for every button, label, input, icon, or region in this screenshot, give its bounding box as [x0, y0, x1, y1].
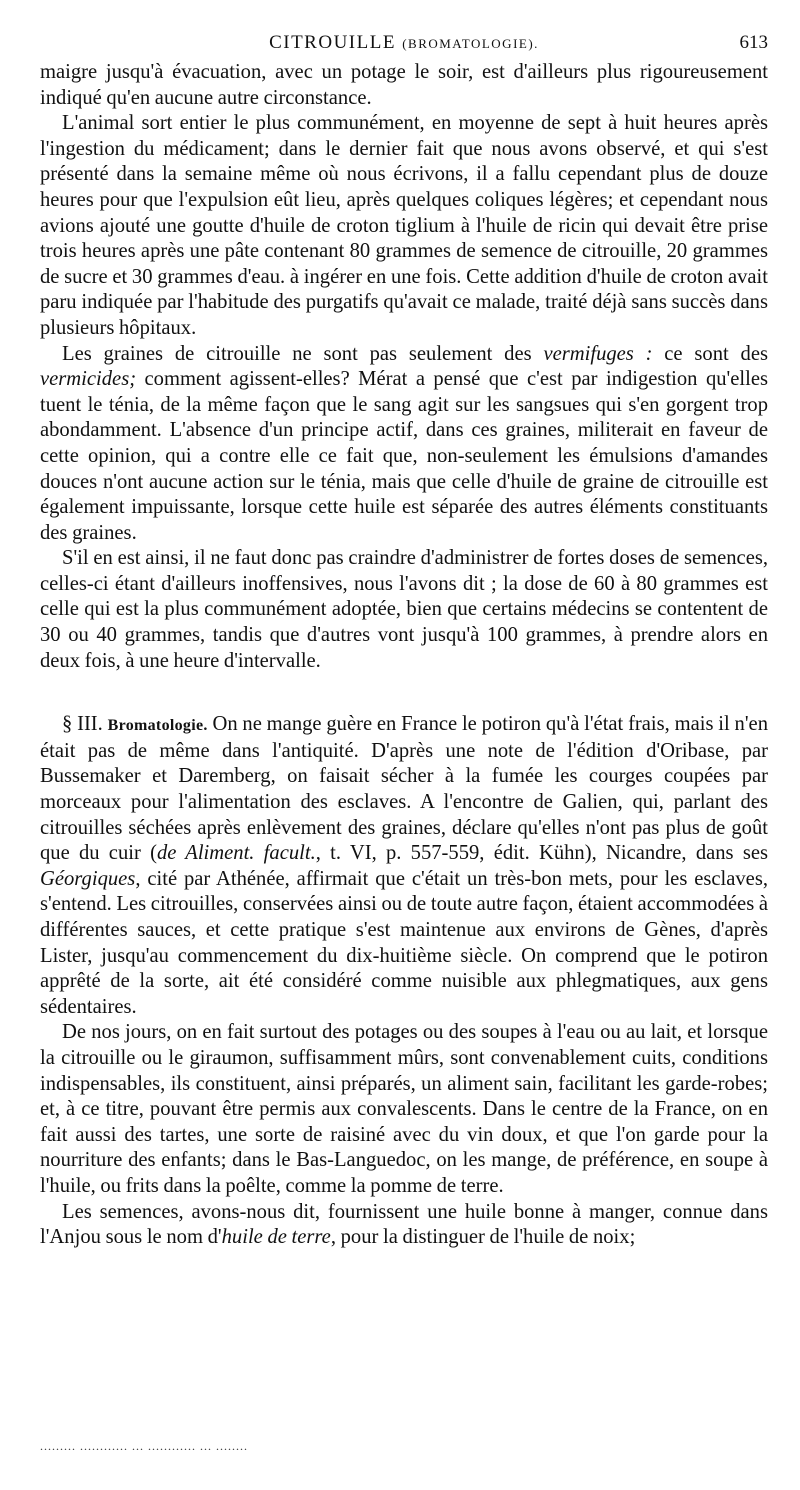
- section-paragraph: [40, 712, 768, 1020]
- text-run: , pour la distinguer de l'huile de noix;: [330, 1226, 636, 1249]
- italic-text: huile de terre: [221, 1226, 331, 1249]
- text-run: ce sont des: [652, 342, 768, 365]
- text-run: De nos jours, on en fait surtout des potages ou des soupes à l'eau ou au lait, et lorsque la citrouille ou le giraumon, suffisamment mûrs, sont convenablement cuits, conditions indispensables, ils constituent, ainsi préparés, un aliment sain, facilitant les garde-robes; et, à ce titre, pouvant être permis aux convalescents. Dans le centre de la France, on en fait aussi des tartes, une sorte de raisiné avec du vin doux, et que l'on garde pour la nourriture des enfants; dans le Bas-Languedoc, on les mange, de préférence, en soupe à l'huile, ou frits dans la poêlte, comme la pomme de terre.: [40, 1021, 768, 1197]
- italic-text: vermifuges :: [543, 342, 653, 365]
- paragraph: [40, 1200, 768, 1251]
- text-run: , cité par Athénée, affirmait que c'était un très-bon mets, pour les esclaves, s'entend. Les citrouilles, conservées ainsi ou de toute autre façon, étaient accommodées à différentes sauces, et cette pratique s'est maintenue aux environs de Gènes, d'après Lister, jusqu'au commencement du dix-huitième siècle. On comprend que le potiron apprêté de la sorte, ait été considéré comme nuisible aux phlegmatiques, aux gens sédentaires.: [40, 867, 768, 1018]
- text-run: Les graines de citrouille ne sont pas seulement des: [62, 342, 544, 365]
- running-header: [40, 28, 768, 58]
- text-run: maigre jusqu'à évacuation, avec un potage le soir, est d'ailleurs plus rigoureusement indiqué qu'en aucune autre circonstance.: [40, 61, 768, 109]
- running-title: [40, 28, 768, 59]
- text-run: L'animal sort entier le plus communément, en moyenne de sept à huit heures après l'ingestion du médicament; dans le dernier fait que nous avons observé, et qui s'est présenté dans la semaine même où nous écrivons, il a fallu cependant plus de douze heures pour que l'expulsion eût lieu, après quelques coliques légères; et cependant nous avions ajouté une goutte d'huile de croton tiglium à l'huile de ricin qui devait être prise trois heures après une pâte contenant 80 grammes de semence de citrouille, 20 grammes de sucre et 30 grammes d'eau. à ingérer en une fois. Cette addition d'huile de croton avait paru indiquée par l'habitude des purgatifs qu'avait ce malade, traité déjà sans succès dans plusieurs hôpitaux.: [40, 112, 768, 339]
- text-run: § III.: [62, 713, 108, 736]
- paragraph: [40, 546, 768, 674]
- paragraph: [40, 1020, 768, 1199]
- paragraph: [40, 342, 768, 547]
- footnote-dotted-line: ......... ............ ... ............ ... ........: [40, 1439, 248, 1453]
- italic-text: de Aliment. facult.: [156, 842, 316, 865]
- running-title-subtitle: (BROMATOLOGIE).: [402, 36, 539, 51]
- italic-text: Géorgiques: [40, 867, 136, 890]
- page-number: 613: [739, 32, 768, 53]
- text-run: comment agissent-elles? Mérat a pensé que c'est par indigestion qu'elles tuent le ténia, de la même façon que le sang agit sur les sangsues qui s'en gorgent trop abondamment. L'absence d'un principe actif, dans ces graines, militerait en faveur de cette opinion, qui a contre elle ce fait que, non-seulement les émulsions d'amandes douces n'ont aucune action sur le ténia, mais que celle d'huile de graine de citrouille est également impuissante, lorsque cette huile est séparée des autres éléments constituants des graines.: [40, 368, 768, 544]
- running-title-main: CITROUILLE: [269, 32, 396, 53]
- italic-text: vermicides;: [40, 368, 137, 391]
- paragraph: [40, 111, 768, 341]
- text-run: Les semences, avons-nous dit, fournissent une huile bonne à manger, connue dans l'Anjou sous le nom d': [40, 1200, 768, 1249]
- section-break: [40, 674, 768, 712]
- section-heading: Bromatologie.: [107, 717, 208, 735]
- paragraph: [40, 60, 768, 111]
- text-run: S'il en est ainsi, il ne faut donc pas craindre d'administrer de fortes doses de semences, celles-ci étant d'ailleurs inoffensives, nous l'avons dit ; la dose de 60 à 80 grammes est celle qui est la plus communément adoptée, bien que certains médecins se contentent de 30 ou 40 grammes, tandis que d'autres vont jusqu'à 100 grammes, à prendre alors en deux fois, à une heure d'intervalle.: [40, 547, 768, 672]
- text-run: , t. VI, p. 557-559, édit. Kühn), Nicandre, dans ses: [315, 842, 768, 865]
- text-run: On ne mange guère en France le potiron qu'à l'état frais, mais il n'en était pas de même dans l'antiquité. D'après une note de l'édition d'Oribase, par Bussemaker et Daremberg, on faisait sécher à la fumée les courges coupées par morceaux pour l'alimentation des esclaves. A l'encontre de Galien, qui, parlant des citrouilles séchées après enlèvement des graines, déclare qu'elles n'ont pas plus de goût que du cuir (: [40, 713, 768, 865]
- body-text: [40, 60, 768, 1251]
